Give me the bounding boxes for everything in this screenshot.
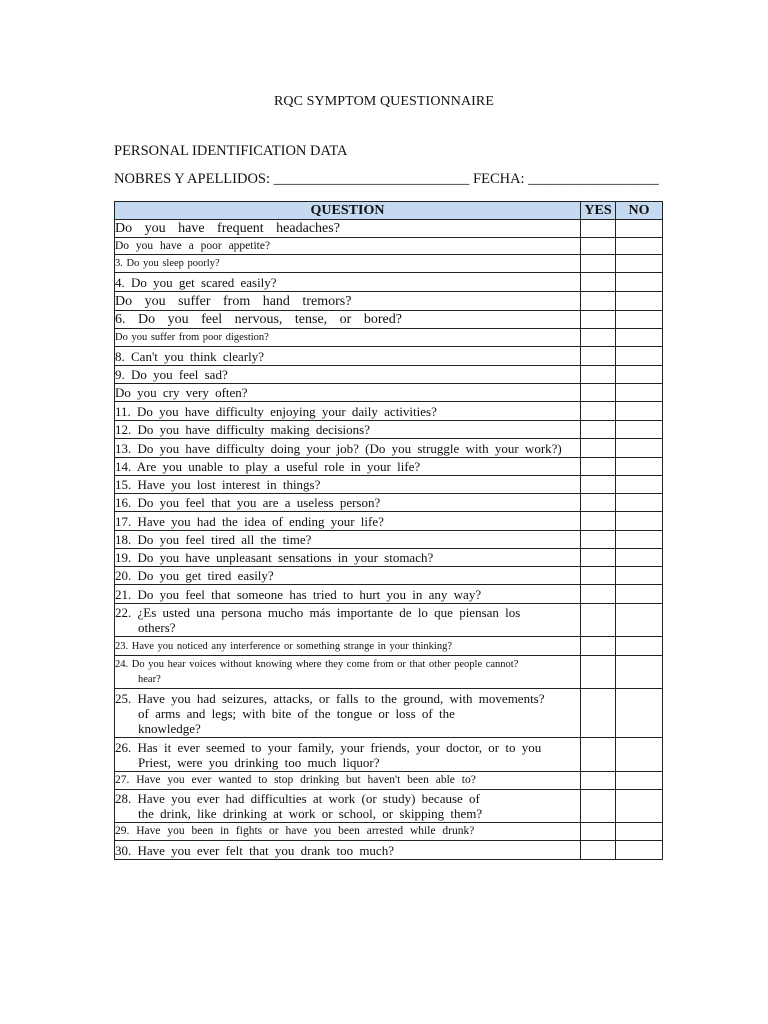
question-row bbox=[115, 772, 663, 790]
no-answer-cell[interactable] bbox=[616, 292, 663, 311]
question-text bbox=[115, 238, 581, 255]
no-answer-cell[interactable] bbox=[616, 238, 663, 255]
question-line: 14. Are you unable to play a useful role in your life? bbox=[115, 459, 421, 474]
question-text bbox=[115, 567, 581, 585]
no-answer-cell[interactable] bbox=[616, 738, 663, 772]
yes-answer-cell[interactable] bbox=[581, 738, 616, 772]
yes-answer-cell[interactable] bbox=[581, 549, 616, 567]
yes-answer-cell[interactable] bbox=[581, 366, 616, 384]
question-row bbox=[115, 220, 663, 238]
question-text bbox=[115, 458, 581, 476]
question-line: 17. Have you had the idea of ending your life? bbox=[115, 513, 384, 529]
no-answer-cell[interactable] bbox=[616, 439, 663, 458]
question-line: 15. Have you lost interest in things? bbox=[115, 477, 321, 492]
no-answer-cell[interactable] bbox=[616, 402, 663, 421]
question-text bbox=[115, 494, 581, 512]
question-row bbox=[115, 738, 663, 772]
question-text bbox=[115, 220, 581, 238]
yes-answer-cell[interactable] bbox=[581, 656, 616, 689]
question-text bbox=[115, 273, 581, 292]
question-row bbox=[115, 790, 663, 823]
question-line: 8. Can't you think clearly? bbox=[115, 348, 265, 364]
question-row bbox=[115, 255, 663, 273]
question-row bbox=[115, 531, 663, 549]
yes-answer-cell[interactable] bbox=[581, 329, 616, 347]
question-row bbox=[115, 311, 663, 329]
question-row bbox=[115, 384, 663, 402]
question-text bbox=[115, 738, 581, 772]
question-line: 18. Do you feel tired all the time? bbox=[115, 532, 312, 547]
no-answer-cell[interactable] bbox=[616, 790, 663, 823]
column-header-question: QUESTION bbox=[115, 202, 581, 220]
yes-answer-cell[interactable] bbox=[581, 273, 616, 292]
no-answer-cell[interactable] bbox=[616, 329, 663, 347]
yes-answer-cell[interactable] bbox=[581, 823, 616, 841]
question-row bbox=[115, 637, 663, 656]
no-answer-cell[interactable] bbox=[616, 689, 663, 738]
question-row bbox=[115, 421, 663, 439]
question-row bbox=[115, 402, 663, 421]
no-answer-cell[interactable] bbox=[616, 494, 663, 512]
identification-line: NOBRES Y APELLIDOS: ___________________________ FECHA: __________________ bbox=[114, 171, 659, 187]
question-row bbox=[115, 494, 663, 512]
question-line: 22. ¿Es usted una persona mucho más importante de lo que piensan los bbox=[115, 605, 521, 620]
question-line: 30. Have you ever felt that you drank too much? bbox=[115, 842, 394, 858]
yes-answer-cell[interactable] bbox=[581, 585, 616, 604]
question-line: Do you have a poor appetite? bbox=[115, 239, 271, 252]
question-text bbox=[115, 292, 581, 311]
question-line: 19. Do you have unpleasant sensations in your stomach? bbox=[115, 550, 434, 565]
question-text bbox=[115, 790, 581, 823]
question-line: 11. Do you have difficulty enjoying your daily activities? bbox=[115, 403, 437, 419]
yes-answer-cell[interactable] bbox=[581, 841, 616, 860]
question-row bbox=[115, 366, 663, 384]
yes-answer-cell[interactable] bbox=[581, 311, 616, 329]
question-line: 9. Do you feel sad? bbox=[115, 367, 228, 382]
question-row bbox=[115, 476, 663, 494]
yes-answer-cell[interactable] bbox=[581, 689, 616, 738]
questions-body bbox=[115, 220, 663, 860]
question-line: Do you suffer from hand tremors? bbox=[115, 293, 352, 309]
question-text bbox=[115, 772, 581, 790]
question-text bbox=[115, 366, 581, 384]
question-text bbox=[115, 255, 581, 273]
question-row bbox=[115, 567, 663, 585]
question-text bbox=[115, 823, 581, 841]
question-line: 27. Have you ever wanted to stop drinking but haven't been able to? bbox=[115, 774, 476, 786]
question-row bbox=[115, 549, 663, 567]
yes-answer-cell[interactable] bbox=[581, 220, 616, 238]
question-text bbox=[115, 512, 581, 531]
question-text bbox=[115, 476, 581, 494]
no-answer-cell[interactable] bbox=[616, 273, 663, 292]
question-row bbox=[115, 823, 663, 841]
question-line: 12. Do you have difficulty making decisions? bbox=[115, 422, 370, 437]
no-answer-cell[interactable] bbox=[616, 772, 663, 790]
no-answer-cell[interactable] bbox=[616, 637, 663, 656]
question-text bbox=[115, 549, 581, 567]
yes-answer-cell[interactable] bbox=[581, 347, 616, 366]
yes-answer-cell[interactable] bbox=[581, 458, 616, 476]
question-text bbox=[115, 439, 581, 458]
question-text bbox=[115, 347, 581, 366]
question-line: others? bbox=[138, 620, 176, 635]
question-text bbox=[115, 311, 581, 329]
yes-answer-cell[interactable] bbox=[581, 604, 616, 637]
yes-answer-cell[interactable] bbox=[581, 772, 616, 790]
no-answer-cell[interactable] bbox=[616, 476, 663, 494]
yes-answer-cell[interactable] bbox=[581, 439, 616, 458]
question-line: 20. Do you get tired easily? bbox=[115, 568, 274, 583]
question-line: 23. Have you noticed any interference or something strange in your thinking? bbox=[115, 640, 452, 652]
question-line: Do you cry very often? bbox=[115, 385, 248, 400]
question-line: Do you suffer from poor digestion? bbox=[115, 332, 269, 343]
yes-answer-cell[interactable] bbox=[581, 255, 616, 273]
no-answer-cell[interactable] bbox=[616, 366, 663, 384]
question-text bbox=[115, 604, 581, 637]
table-header-row bbox=[115, 202, 663, 220]
question-line: 25. Have you had seizures, attacks, or falls to the ground, with movements? bbox=[115, 690, 545, 706]
question-line: 4. Do you get scared easily? bbox=[115, 274, 277, 290]
question-line: of arms and legs; with bite of the tongue or loss of the bbox=[138, 705, 455, 721]
questionnaire-table bbox=[114, 201, 663, 860]
document-title: RQC SYMPTOM QUESTIONNAIRE bbox=[273, 94, 495, 109]
question-row bbox=[115, 512, 663, 531]
yes-answer-cell[interactable] bbox=[581, 238, 616, 255]
no-answer-cell[interactable] bbox=[616, 421, 663, 439]
no-answer-cell[interactable] bbox=[616, 512, 663, 531]
question-row bbox=[115, 329, 663, 347]
question-row bbox=[115, 585, 663, 604]
question-text bbox=[115, 585, 581, 604]
question-text bbox=[115, 402, 581, 421]
no-answer-cell[interactable] bbox=[616, 255, 663, 273]
question-text bbox=[115, 656, 581, 689]
question-row bbox=[115, 347, 663, 366]
no-answer-cell[interactable] bbox=[616, 347, 663, 366]
yes-answer-cell[interactable] bbox=[581, 292, 616, 311]
column-header-no: NO bbox=[616, 202, 663, 220]
question-row bbox=[115, 238, 663, 255]
question-text bbox=[115, 421, 581, 439]
no-answer-cell[interactable] bbox=[616, 604, 663, 637]
question-line: 13. Do you have difficulty doing your job? (Do you struggle with your work?) bbox=[115, 440, 562, 456]
question-text bbox=[115, 637, 581, 656]
question-text bbox=[115, 531, 581, 549]
question-line: 3. Do you sleep poorly? bbox=[115, 258, 220, 269]
question-line: 26. Has it ever seemed to your family, your friends, your doctor, or to you bbox=[115, 739, 542, 755]
yes-answer-cell[interactable] bbox=[581, 790, 616, 823]
question-row bbox=[115, 604, 663, 637]
yes-answer-cell[interactable] bbox=[581, 384, 616, 402]
question-row bbox=[115, 439, 663, 458]
yes-answer-cell[interactable] bbox=[581, 476, 616, 494]
question-line: 6. Do you feel nervous, tense, or bored? bbox=[115, 312, 402, 327]
section-heading: PERSONAL IDENTIFICATION DATA bbox=[114, 143, 348, 159]
yes-answer-cell[interactable] bbox=[581, 421, 616, 439]
question-text bbox=[115, 329, 581, 347]
no-answer-cell[interactable] bbox=[616, 458, 663, 476]
no-answer-cell[interactable] bbox=[616, 549, 663, 567]
yes-answer-cell[interactable] bbox=[581, 567, 616, 585]
yes-answer-cell[interactable] bbox=[581, 494, 616, 512]
question-row bbox=[115, 273, 663, 292]
no-answer-cell[interactable] bbox=[616, 220, 663, 238]
question-row bbox=[115, 689, 663, 738]
question-line: Priest, were you drinking too much liquor? bbox=[138, 754, 380, 770]
no-answer-cell[interactable] bbox=[616, 311, 663, 329]
question-row bbox=[115, 458, 663, 476]
question-line: 29. Have you been in fights or have you been arrested while drunk? bbox=[115, 825, 475, 837]
question-text bbox=[115, 384, 581, 402]
question-row bbox=[115, 656, 663, 689]
question-line: knowledge? bbox=[138, 720, 201, 736]
question-line: the drink, like drinking at work or school, or skipping them? bbox=[138, 806, 483, 821]
yes-answer-cell[interactable] bbox=[581, 531, 616, 549]
no-answer-cell[interactable] bbox=[616, 585, 663, 604]
question-line: 28. Have you ever had difficulties at work (or study) because of bbox=[115, 791, 480, 806]
yes-answer-cell[interactable] bbox=[581, 512, 616, 531]
yes-answer-cell[interactable] bbox=[581, 402, 616, 421]
question-line: 16. Do you feel that you are a useless person? bbox=[115, 495, 381, 510]
yes-answer-cell[interactable] bbox=[581, 637, 616, 656]
no-answer-cell[interactable] bbox=[616, 841, 663, 860]
question-row bbox=[115, 841, 663, 860]
no-answer-cell[interactable] bbox=[616, 384, 663, 402]
question-line: 24. Do you hear voices without knowing where they come from or that other people cannot? bbox=[115, 659, 519, 670]
no-answer-cell[interactable] bbox=[616, 656, 663, 689]
question-line: Do you have frequent headaches? bbox=[115, 221, 340, 236]
no-answer-cell[interactable] bbox=[616, 823, 663, 841]
no-answer-cell[interactable] bbox=[616, 531, 663, 549]
question-row bbox=[115, 292, 663, 311]
question-text bbox=[115, 841, 581, 860]
question-line: hear? bbox=[138, 674, 161, 685]
no-answer-cell[interactable] bbox=[616, 567, 663, 585]
question-text bbox=[115, 689, 581, 738]
column-header-yes: YES bbox=[581, 202, 616, 220]
question-line: 21. Do you feel that someone has tried to hurt you in any way? bbox=[115, 586, 482, 602]
